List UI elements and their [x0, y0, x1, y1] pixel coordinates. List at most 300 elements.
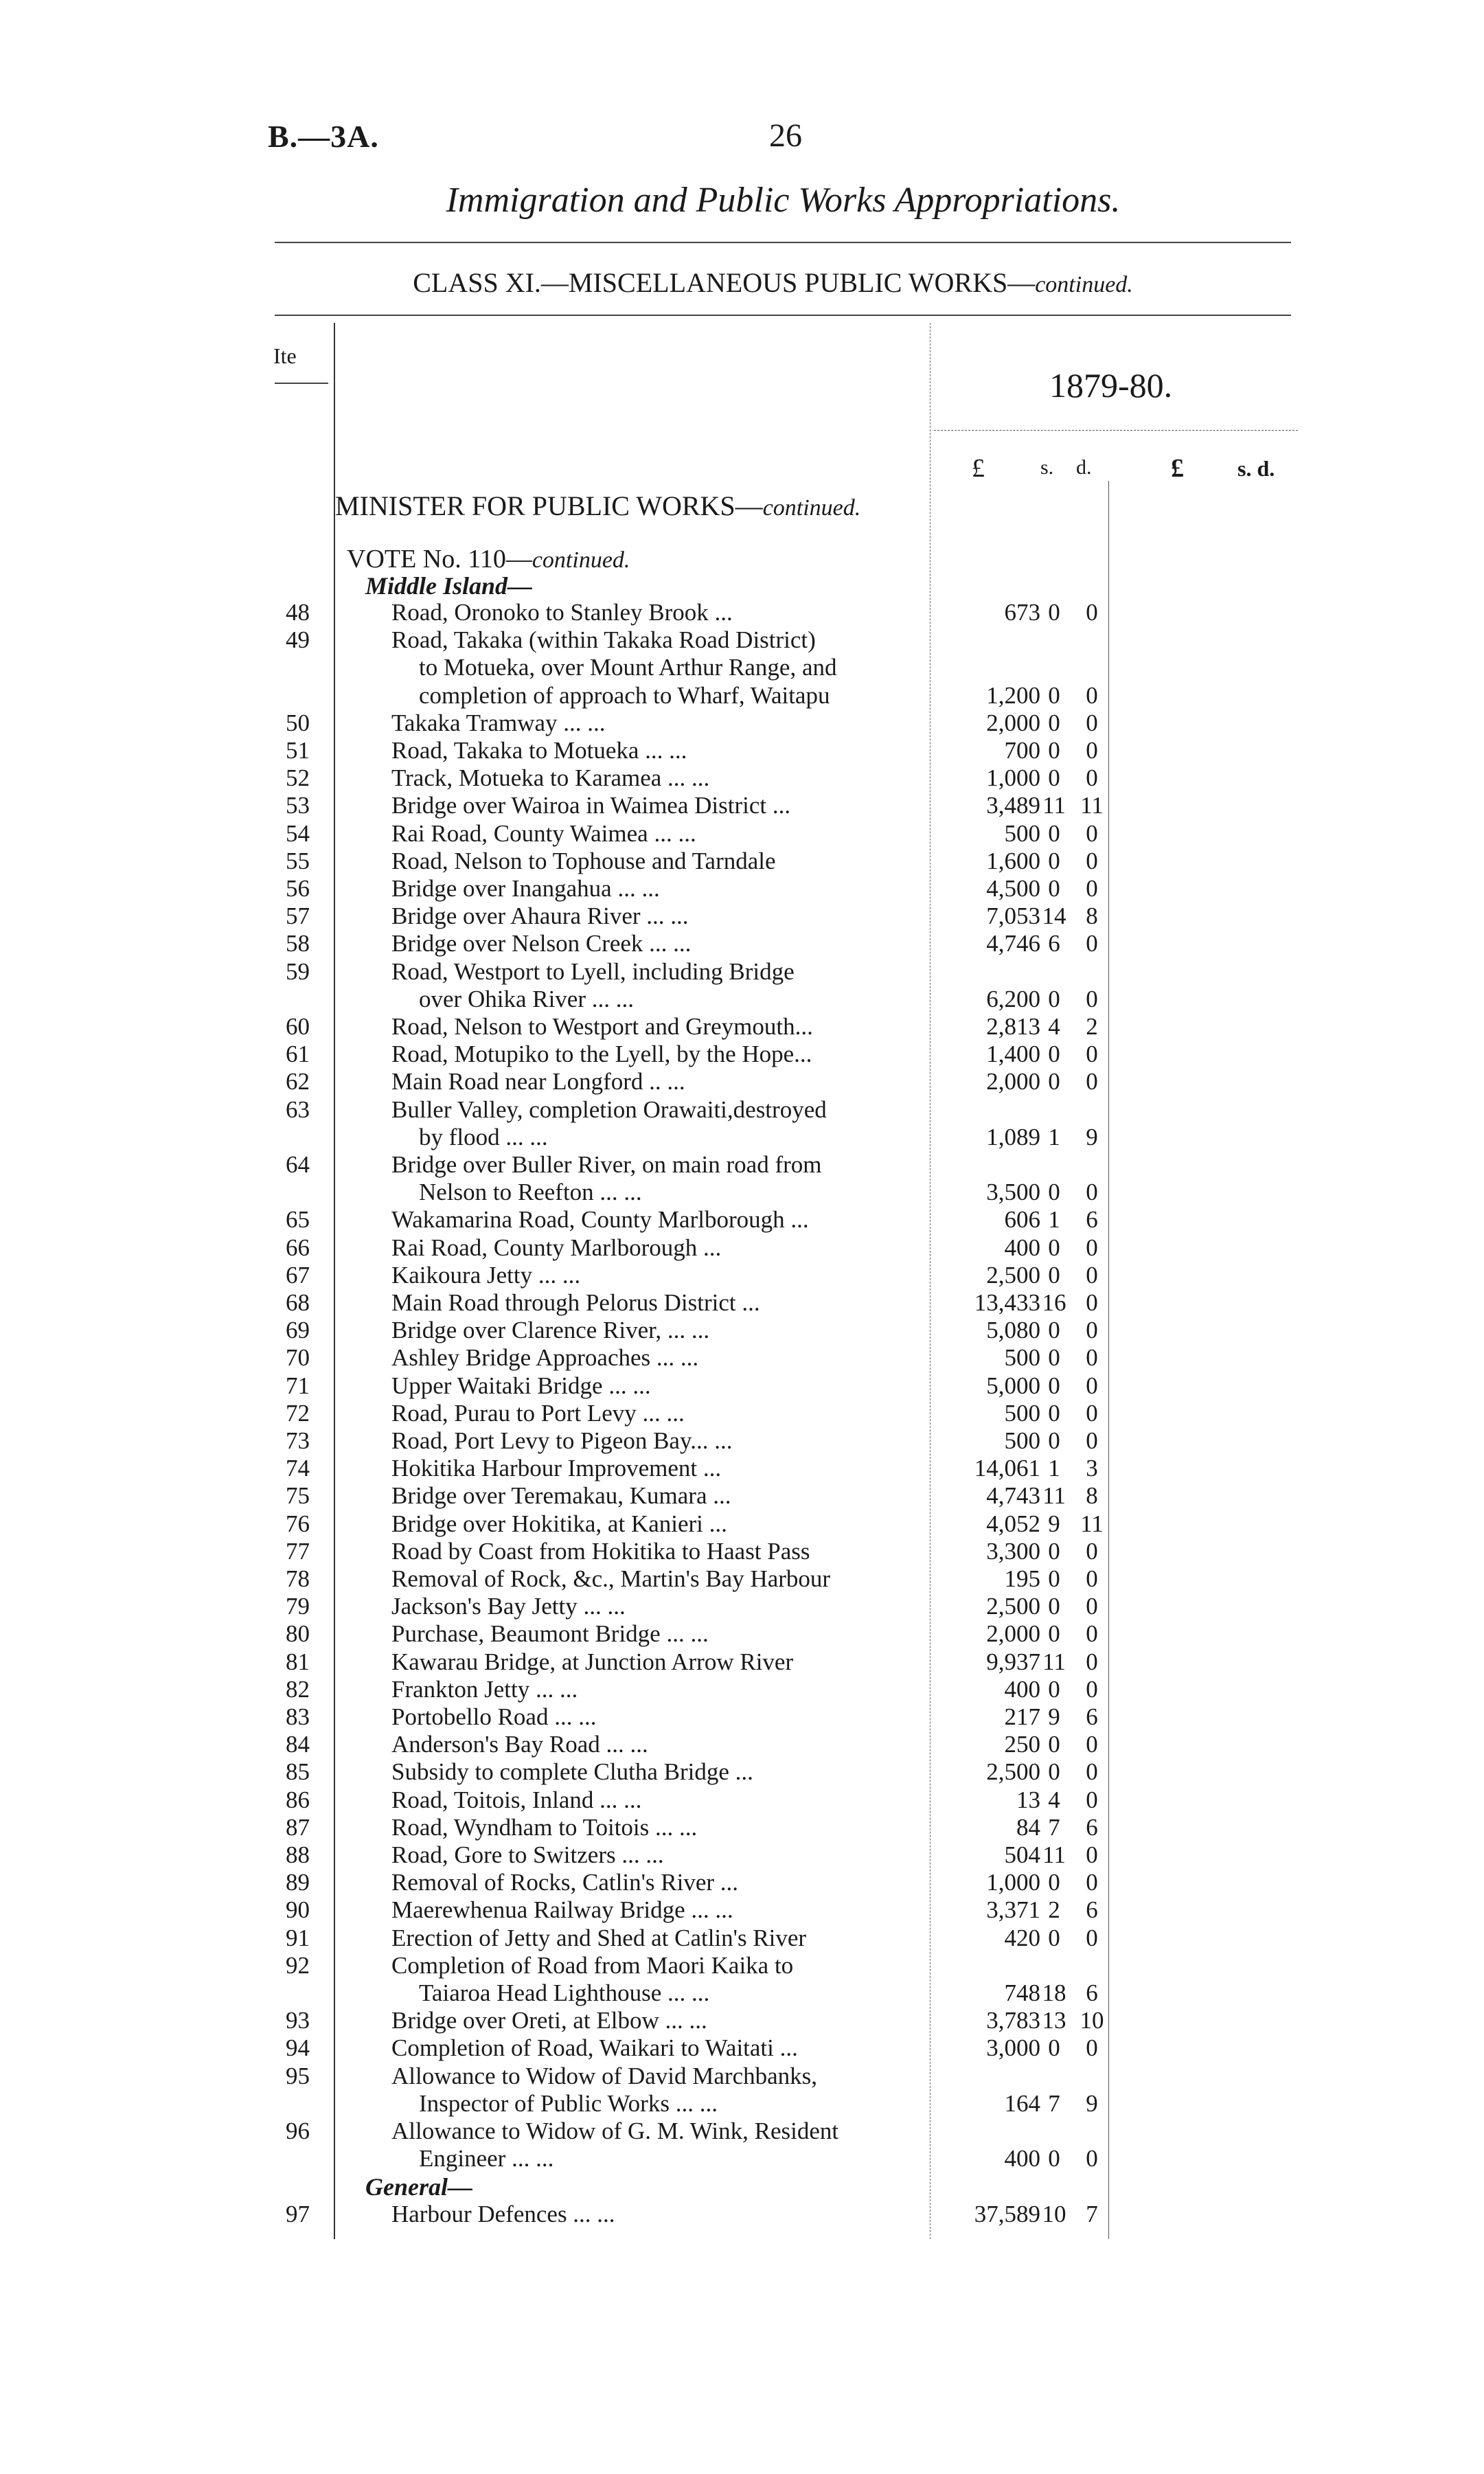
table-row: [0, 986, 1484, 1013]
item-description: Road, Wyndham to Toitois ... ...: [391, 1813, 698, 1841]
table-row: [0, 1896, 1484, 1924]
item-description: Bridge over Clarence River, ... ...: [391, 1317, 710, 1344]
item-description: Bridge over Wairoa in Waimea District ...: [391, 792, 791, 819]
amount-pounds: 504: [1004, 1841, 1040, 1868]
table-row: [0, 1482, 1484, 1510]
item-number: 61: [286, 1041, 310, 1068]
item-description: Main Road through Pelorus District ...: [391, 1289, 760, 1316]
item-number: 60: [286, 1013, 310, 1040]
table-row: [0, 1593, 1484, 1620]
amount-pounds: 1,089: [986, 1123, 1040, 1150]
amount-shillings: 11: [1042, 1648, 1066, 1675]
item-description: Road, Westport to Lyell, including Bridge: [391, 957, 795, 985]
amount-pence: 0: [1086, 1289, 1098, 1316]
amount-shillings: 0: [1048, 1731, 1060, 1758]
item-description: Road, Takaka (within Takaka Road District): [391, 626, 816, 654]
item-description: Nelson to Reefton ... ...: [419, 1179, 642, 1206]
amount-pence: 0: [1086, 681, 1098, 709]
item-description: Frankton Jetty ... ...: [391, 1675, 578, 1703]
table-row: [0, 1400, 1484, 1427]
item-description: Completion of Road, Waikari to Waitati ...: [391, 2034, 798, 2062]
amount-pence: 0: [1086, 847, 1098, 874]
amount-shillings: 4: [1048, 1013, 1060, 1040]
amount-pence: 0: [1086, 764, 1098, 792]
amount-pence: 0: [1086, 1786, 1098, 1813]
table-row: [0, 2063, 1484, 2090]
table-row: [0, 1841, 1484, 1869]
amount-pounds: 2,813: [986, 1013, 1040, 1040]
item-number: 80: [286, 1620, 310, 1648]
item-number: 79: [286, 1593, 310, 1620]
item-number: 97: [286, 2200, 310, 2227]
table-row: [0, 1234, 1484, 1262]
item-number: 90: [286, 1896, 310, 1924]
year-header: 1879-80.: [1049, 366, 1173, 405]
amount-pounds: 84: [1016, 1813, 1040, 1841]
item-number: 78: [286, 1565, 310, 1592]
amount-shillings: 0: [1048, 681, 1060, 709]
item-description: Bridge over Ahaura River ... ...: [391, 903, 689, 930]
item-description: Track, Motueka to Karamea ... ...: [391, 764, 710, 792]
table-row: [0, 2090, 1484, 2118]
amount-shillings: 0: [1048, 709, 1060, 736]
amount-pounds: 7,053: [986, 903, 1040, 930]
amount-pounds: 3,489: [986, 792, 1040, 819]
amount-pence: 0: [1086, 1565, 1098, 1592]
item-description: Anderson's Bay Road ... ...: [391, 1731, 648, 1758]
amount-shillings: 11: [1042, 1841, 1066, 1868]
item-number: 48: [286, 599, 310, 626]
amount-pence: 0: [1086, 875, 1098, 902]
amount-pence: 0: [1086, 1317, 1098, 1344]
table-row: [0, 764, 1484, 792]
amount-pounds: 400: [1004, 1234, 1040, 1261]
item-description: Portobello Road ... ...: [391, 1703, 597, 1730]
amount-pounds: 3,371: [986, 1896, 1040, 1924]
class-rule: [275, 315, 1291, 316]
amount-pence: 0: [1086, 930, 1098, 957]
table-row: [0, 654, 1484, 681]
amount-pounds: 700: [1004, 737, 1040, 764]
amount-shillings: 0: [1048, 1758, 1060, 1786]
amount-pence: 0: [1086, 737, 1098, 764]
amount-pence: 0: [1086, 2145, 1098, 2172]
item-description: Bridge over Oreti, at Elbow ... ...: [391, 2007, 707, 2034]
item-number: 66: [286, 1234, 310, 1261]
amount-shillings: 0: [1048, 1620, 1060, 1648]
amount-pounds: 1,000: [986, 764, 1040, 792]
item-description: over Ohika River ... ...: [419, 985, 634, 1012]
table-row: [0, 1620, 1484, 1648]
amount-pounds: 2,500: [986, 1261, 1040, 1289]
amount-pounds: 4,746: [986, 930, 1040, 957]
amount-pounds: 2,500: [986, 1758, 1040, 1786]
vote-heading-text: VOTE No. 110—: [347, 545, 532, 574]
amount-shillings: 0: [1048, 1344, 1060, 1372]
item-number: 81: [286, 1648, 310, 1675]
item-number: 49: [286, 626, 310, 654]
amount-pence: 0: [1086, 1869, 1098, 1896]
table-row: [0, 1262, 1484, 1289]
table-row: [0, 1344, 1484, 1372]
table-row: [0, 1758, 1484, 1786]
amount-pence: 6: [1086, 1703, 1098, 1730]
item-description: Allowance to Widow of David Marchbanks,: [391, 2062, 818, 2089]
item-number: 73: [286, 1427, 310, 1454]
amount-pounds: 3,300: [986, 1537, 1040, 1565]
amount-pounds: 500: [1004, 1399, 1040, 1427]
amount-shillings: 13: [1042, 2007, 1066, 2034]
amount-pence: 3: [1086, 1455, 1098, 1482]
amount-shillings: 0: [1048, 1399, 1060, 1427]
vote-heading-continued: continued.: [532, 547, 630, 573]
amount-pence: 0: [1086, 1179, 1098, 1206]
amount-pence: 9: [1086, 1123, 1098, 1150]
amount-pounds: 3,000: [986, 2034, 1040, 2062]
amount-shillings: 0: [1048, 1565, 1060, 1592]
amount-pounds: 3,500: [986, 1179, 1040, 1206]
item-description: Road, Motupiko to the Lyell, by the Hope...: [391, 1041, 812, 1068]
item-description: Bridge over Nelson Creek ... ...: [391, 930, 692, 957]
amount-pounds: 13: [1016, 1786, 1040, 1813]
item-number: 59: [286, 957, 310, 985]
item-number: 69: [286, 1317, 310, 1344]
item-description: Subsidy to complete Clutha Bridge ...: [391, 1758, 753, 1786]
item-number: 96: [286, 2118, 310, 2144]
item-number: 51: [286, 737, 310, 764]
item-number: 71: [286, 1372, 310, 1399]
item-number: 54: [286, 819, 310, 847]
amount-shillings: 7: [1048, 2089, 1060, 2117]
item-description: Hokitika Harbour Improvement ...: [391, 1455, 722, 1482]
amount-pounds: 6,200: [986, 985, 1040, 1012]
amount-pounds: 400: [1004, 1675, 1040, 1703]
amount-pounds: 500: [1004, 1427, 1040, 1454]
item-description: completion of approach to Wharf, Waitapu: [419, 681, 830, 709]
item-number: 68: [286, 1289, 310, 1316]
amount-pence: 0: [1086, 599, 1098, 626]
minister-heading: [335, 490, 860, 522]
amount-pence: 0: [1086, 1924, 1098, 1951]
amount-shillings: 10: [1042, 2200, 1066, 2227]
table-row: [0, 2118, 1484, 2145]
table-row: [0, 1179, 1484, 1206]
item-number: 83: [286, 1703, 310, 1730]
amount-shillings: 0: [1048, 1041, 1060, 1068]
class-heading-continued: continued.: [1035, 272, 1133, 297]
table-row: [0, 820, 1484, 848]
amount-pounds: 4,500: [986, 875, 1040, 902]
amount-pounds: 400: [1004, 2145, 1040, 2172]
amount-pence: 0: [1086, 709, 1098, 736]
shillings-header-1: s.: [1040, 456, 1054, 479]
item-description: Taiaroa Head Lighthouse ... ...: [419, 1979, 710, 2006]
table-row: [0, 1979, 1484, 2007]
item-number: 52: [286, 764, 310, 792]
amount-shillings: 0: [1048, 2034, 1060, 2062]
table-row: [0, 1565, 1484, 1593]
amount-shillings: 0: [1048, 1234, 1060, 1261]
amount-shillings: 1: [1048, 1123, 1060, 1150]
amount-pence: 0: [1086, 1758, 1098, 1786]
table-row: [0, 1068, 1484, 1096]
page-number: 26: [769, 117, 802, 154]
item-number: 50: [286, 709, 310, 736]
amount-pounds: 3,783: [986, 2007, 1040, 2034]
amount-pence: 0: [1086, 1041, 1098, 1068]
amount-pence: 0: [1086, 1675, 1098, 1703]
item-number: 57: [286, 903, 310, 930]
item-description: Erection of Jetty and Shed at Catlin's River: [391, 1924, 807, 1951]
table-row: [0, 599, 1484, 626]
table-row: [0, 1372, 1484, 1400]
amount-pence: 0: [1086, 1731, 1098, 1758]
item-number: 86: [286, 1786, 310, 1813]
amount-shillings: 0: [1048, 2145, 1060, 2172]
table-row: [0, 1427, 1484, 1455]
amount-shillings: 0: [1048, 764, 1060, 792]
table-row: [0, 1538, 1484, 1565]
amount-pence: 0: [1086, 1648, 1098, 1675]
minister-heading-text: MINISTER FOR PUBLIC WORKS—: [335, 490, 763, 521]
item-description: Bridge over Hokitika, at Kanieri ...: [391, 1510, 727, 1537]
table-row: [0, 1124, 1484, 1151]
amount-pence: 10: [1080, 2007, 1104, 2034]
amount-pounds: 2,500: [986, 1593, 1040, 1620]
amount-pounds: 1,600: [986, 847, 1040, 874]
item-number: 56: [286, 875, 310, 902]
table-row: [0, 848, 1484, 875]
item-number: 75: [286, 1482, 310, 1510]
item-description: Rai Road, County Waimea ... ...: [391, 819, 696, 847]
item-description: Takaka Tramway ... ...: [391, 709, 606, 736]
table-row: [0, 958, 1484, 986]
table-row: [0, 1814, 1484, 1841]
item-description: Engineer ... ...: [419, 2145, 554, 2172]
table-row: [0, 1206, 1484, 1234]
table-row: [0, 1731, 1484, 1758]
amount-pounds: 164: [1004, 2089, 1040, 2117]
item-description: Road, Purau to Port Levy ... ...: [391, 1399, 685, 1427]
amount-pence: 0: [1086, 985, 1098, 1012]
item-description: Road, Takaka to Motueka ... ...: [391, 737, 687, 764]
minister-heading-continued: continued.: [762, 495, 861, 521]
amount-pence: 6: [1086, 1206, 1098, 1234]
amount-shillings: 0: [1048, 1427, 1060, 1454]
item-description: Purchase, Beaumont Bridge ... ...: [391, 1620, 709, 1648]
item-description: Road by Coast from Hokitika to Haast Pass: [391, 1537, 810, 1565]
table-row: [0, 1869, 1484, 1896]
item-number: 93: [286, 2007, 310, 2034]
page-title: Immigration and Public Works Appropriations.: [446, 181, 1121, 220]
item-description: Kaikoura Jetty ... ...: [391, 1261, 581, 1289]
item-description: Bridge over Buller River, on main road from: [391, 1151, 822, 1178]
item-description: Completion of Road from Maori Kaika to: [391, 1951, 794, 1979]
class-heading-text: CLASS XI.—MISCELLANEOUS PUBLIC WORKS—: [413, 267, 1036, 298]
shillings-pence-header-2: s. d.: [1237, 456, 1275, 481]
amount-shillings: 11: [1042, 792, 1066, 819]
item-number: 64: [286, 1151, 310, 1178]
document-reference: B.—3A.: [268, 119, 379, 154]
item-description: Road, Nelson to Westport and Greymouth...: [391, 1013, 813, 1040]
amount-pence: 0: [1086, 1068, 1098, 1096]
amount-pounds: 5,080: [986, 1317, 1040, 1344]
amount-shillings: 0: [1048, 875, 1060, 902]
pence-header-1: d.: [1076, 456, 1092, 479]
amount-pence: 0: [1086, 819, 1098, 847]
amount-pounds: 4,743: [986, 1482, 1040, 1510]
table-row: [0, 1703, 1484, 1731]
item-number: 88: [286, 1841, 310, 1868]
amount-pence: 0: [1086, 1234, 1098, 1261]
item-description: Road, Toitois, Inland ... ...: [391, 1786, 642, 1813]
amount-pence: 7: [1086, 2200, 1098, 2227]
amount-pounds: 250: [1004, 1731, 1040, 1758]
title-rule: [275, 242, 1291, 243]
amount-pence: 0: [1086, 1841, 1098, 1868]
amount-pence: 11: [1080, 1510, 1104, 1537]
amount-pounds: 500: [1004, 819, 1040, 847]
item-number: 72: [286, 1399, 310, 1427]
item-number: 89: [286, 1869, 310, 1896]
amount-shillings: 0: [1048, 599, 1060, 626]
item-description: Kawarau Bridge, at Junction Arrow River: [391, 1648, 794, 1675]
item-description: Wakamarina Road, County Marlborough ...: [391, 1206, 809, 1234]
item-description: Removal of Rock, &c., Martin's Bay Harbour: [391, 1565, 831, 1592]
table-row: [0, 1952, 1484, 1979]
amount-pounds: 500: [1004, 1344, 1040, 1372]
amount-shillings: 16: [1042, 1289, 1066, 1316]
item-description: Ashley Bridge Approaches ... ...: [391, 1344, 699, 1372]
item-description: Main Road near Longford .. ...: [391, 1068, 685, 1096]
table-row: [0, 1455, 1484, 1482]
pounds-header-1: £: [972, 454, 985, 483]
item-number: 91: [286, 1924, 310, 1951]
amount-pence: 2: [1086, 1013, 1098, 1040]
amount-pence: 6: [1086, 1979, 1098, 2006]
item-number: 74: [286, 1455, 310, 1482]
amount-pence: 0: [1086, 1427, 1098, 1454]
amount-shillings: 18: [1042, 1979, 1066, 2006]
district-general: General—: [365, 2173, 472, 2201]
table-row: [0, 1317, 1484, 1344]
item-description: Inspector of Public Works ... ...: [419, 2089, 718, 2117]
item-header-rule: [275, 383, 328, 384]
item-description: to Motueka, over Mount Arthur Range, and: [419, 654, 837, 681]
table-row: [0, 1925, 1484, 1952]
table-row: [0, 875, 1484, 903]
item-number: 70: [286, 1344, 310, 1372]
item-number: 62: [286, 1068, 310, 1096]
table-row: [0, 1013, 1484, 1041]
amount-pence: 11: [1080, 792, 1104, 819]
item-number: 85: [286, 1758, 310, 1786]
item-description: Rai Road, County Marlborough ...: [391, 1234, 722, 1261]
amount-pounds: 606: [1004, 1206, 1040, 1234]
class-heading: [0, 266, 1484, 299]
table-row: [0, 1676, 1484, 1703]
amount-pence: 0: [1086, 1372, 1098, 1399]
amount-pounds: 4,052: [986, 1510, 1040, 1537]
amount-pence: 0: [1086, 2034, 1098, 2062]
amount-pounds: 2,000: [986, 1068, 1040, 1096]
table-row: [0, 930, 1484, 957]
pounds-header-2: £: [1171, 454, 1184, 483]
amount-shillings: 0: [1048, 819, 1060, 847]
table-row: [0, 1648, 1484, 1676]
item-number: 84: [286, 1731, 310, 1758]
amount-pounds: 1,000: [986, 1869, 1040, 1896]
amount-shillings: 0: [1048, 1261, 1060, 1289]
table-row: [0, 1289, 1484, 1317]
amount-shillings: 9: [1048, 1510, 1060, 1537]
item-number: 63: [286, 1096, 310, 1123]
amount-pounds: 195: [1004, 1565, 1040, 1592]
item-number: 55: [286, 847, 310, 874]
amount-pounds: 2,000: [986, 1620, 1040, 1648]
item-number: 92: [286, 1951, 310, 1979]
amount-pounds: 14,061: [974, 1455, 1040, 1482]
item-description: Road, Oronoko to Stanley Brook ...: [391, 599, 733, 626]
amount-pounds: 37,589: [974, 2200, 1040, 2227]
item-number: 67: [286, 1261, 310, 1289]
table-row: [0, 2007, 1484, 2034]
amount-pence: 8: [1086, 1482, 1098, 1510]
table-row: [0, 2034, 1484, 2062]
table-row: [0, 2145, 1484, 2172]
item-number: 87: [286, 1813, 310, 1841]
table-row: [0, 737, 1484, 764]
amount-shillings: 0: [1048, 1179, 1060, 1206]
item-description: Removal of Rocks, Catlin's River ...: [391, 1869, 739, 1896]
amount-pence: 0: [1086, 1593, 1098, 1620]
vote-heading: [347, 544, 630, 574]
amount-shillings: 0: [1048, 1317, 1060, 1344]
item-number: 82: [286, 1675, 310, 1703]
item-description: Road, Gore to Switzers ... ...: [391, 1841, 664, 1868]
item-number: 53: [286, 792, 310, 819]
amount-shillings: 9: [1048, 1703, 1060, 1730]
amount-pounds: 673: [1004, 599, 1040, 626]
table-row: [0, 1041, 1484, 1068]
amount-pence: 6: [1086, 1896, 1098, 1924]
amount-shillings: 4: [1048, 1786, 1060, 1813]
item-number: 76: [286, 1510, 310, 1537]
table-row: [0, 1151, 1484, 1179]
table-row: [0, 792, 1484, 819]
amount-shillings: 0: [1048, 737, 1060, 764]
amount-pence: 0: [1086, 1261, 1098, 1289]
amount-shillings: 0: [1048, 985, 1060, 1012]
district-middle-island: Middle Island—: [365, 572, 533, 600]
amount-shillings: 0: [1048, 1537, 1060, 1565]
table-row: [0, 2201, 1484, 2228]
amount-pounds: 1,400: [986, 1041, 1040, 1068]
amount-pence: 9: [1086, 2089, 1098, 2117]
amount-pounds: 2,000: [986, 709, 1040, 736]
item-description: Harbour Defences ... ...: [391, 2200, 615, 2227]
amount-shillings: 0: [1048, 1675, 1060, 1703]
item-description: Bridge over Inangahua ... ...: [391, 875, 660, 902]
amount-pence: 0: [1086, 1620, 1098, 1648]
item-number: 95: [286, 2062, 310, 2089]
amount-shillings: 0: [1048, 1068, 1060, 1096]
amount-pence: 8: [1086, 903, 1098, 930]
table-row: [0, 1510, 1484, 1538]
amount-pence: 0: [1086, 1344, 1098, 1372]
item-column-header: Ite: [273, 343, 297, 368]
table-row: [0, 626, 1484, 654]
